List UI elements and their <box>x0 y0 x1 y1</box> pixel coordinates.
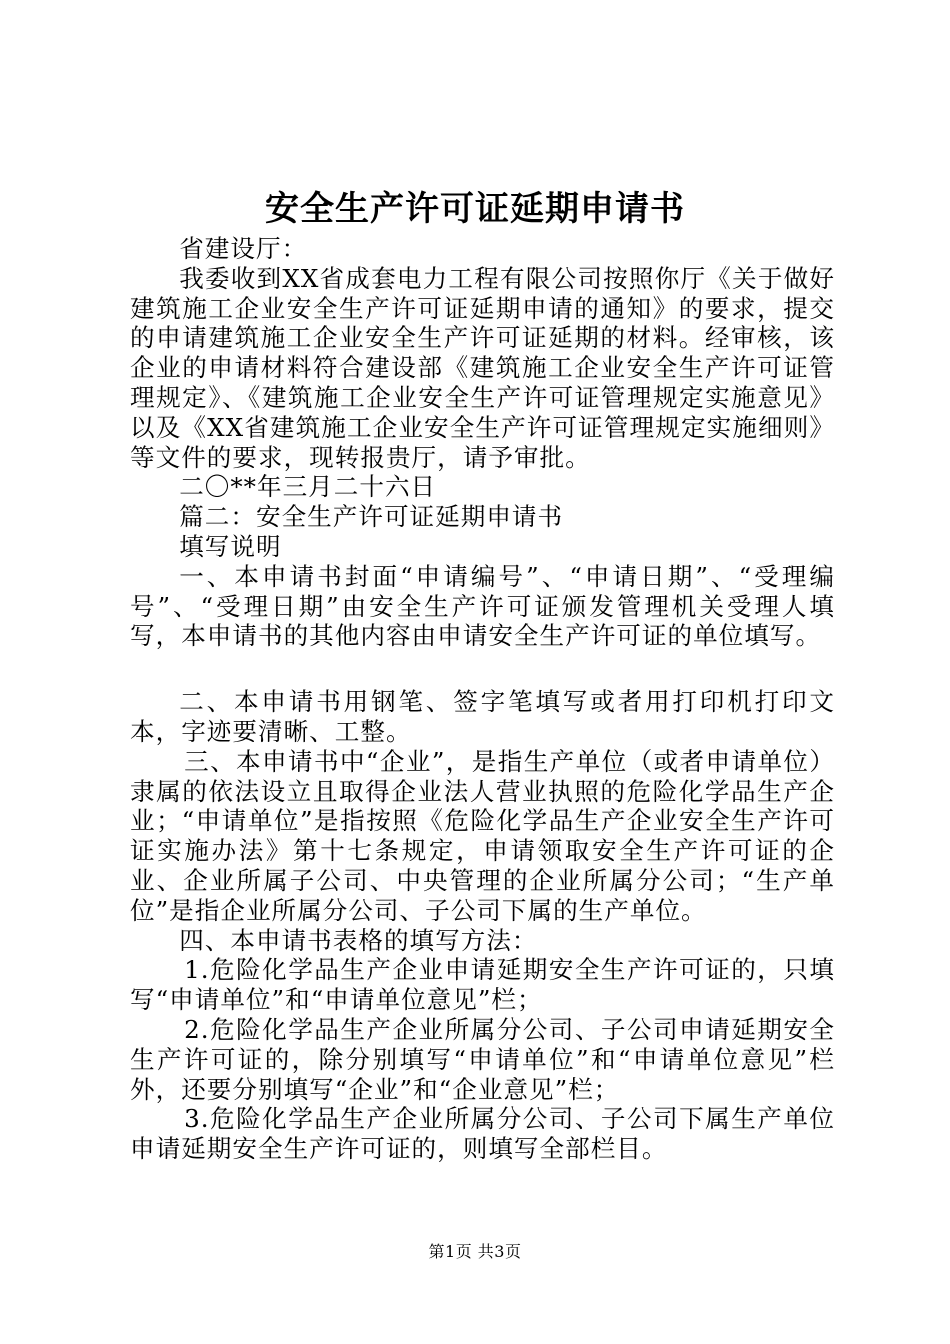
page-footer: 第1页 共3页 <box>428 1242 522 1261</box>
instructions-heading: 填写说明 <box>179 531 282 561</box>
instruction-item-2: 二、本申请书用钢笔、签字笔填写或者用打印机打印文本，字迹要清晰、工整。 <box>130 687 835 746</box>
instruction-item-4: 四、本申请书表格的填写方法： <box>179 925 538 955</box>
date-line: 二〇**年三月二十六日 <box>179 472 437 502</box>
instruction-item-3: 三、本申请书中“企业”，是指生产单位（或者申请单位）隶属的依法设立且取得企业法人营业执照的危险化学品生产企业；“申请单位”是指按照《危险化学品生产企业安全生产许可证实施办法》第十七条规定，申请领取安全生产许可证的企业、企业所属子公司、中央管理的企业所属分公司；“生产单位”是指企业所属分公司、子公司下属的生产单位。 <box>130 746 835 925</box>
section-heading: 篇二：安全生产许可证延期申请书 <box>179 502 564 532</box>
salutation: 省建设厅： <box>179 234 308 263</box>
document-body <box>130 234 835 1164</box>
paragraph-request: 我委收到XX省成套电力工程有限公司按照你厅《关于做好建筑施工企业安全生产许可证延期申请的通知》的要求，提交的申请建筑施工企业安全生产许可证延期的材料。经审核，该企业的申请材料符合建设部《建筑施工企业安全生产许可证管理规定》、《建筑施工企业安全生产许可证管理规定实施意见》以及《XX省建筑施工企业安全生产许可证管理规定实施细则》等文件的要求，现转报贵厅，请予审批。 <box>130 263 835 472</box>
sub-item-3: 3.危险化学品生产企业所属分公司、子公司下属生产单位申请延期安全生产许可证的，则填写全部栏目。 <box>130 1104 835 1164</box>
sub-item-2: 2.危险化学品生产企业所属分公司、子公司申请延期安全生产许可证的，除分别填写“申请单位”和“申请单位意见”栏外，还要分别填写“企业”和“企业意见”栏； <box>130 1014 835 1104</box>
document-title: 安全生产许可证延期申请书 <box>265 189 685 229</box>
instruction-item-1: 一、本申请书封面“申请编号”、“申请日期”、“受理编号”、“受理日期”由安全生产许可证颁发管理机关受理人填写，本申请书的其他内容由申请安全生产许可证的单位填写。 <box>130 561 835 651</box>
blank-line <box>130 651 835 687</box>
sub-item-1: 1.危险化学品生产企业申请延期安全生产许可证的，只填写“申请单位”和“申请单位意见”栏； <box>130 955 835 1015</box>
